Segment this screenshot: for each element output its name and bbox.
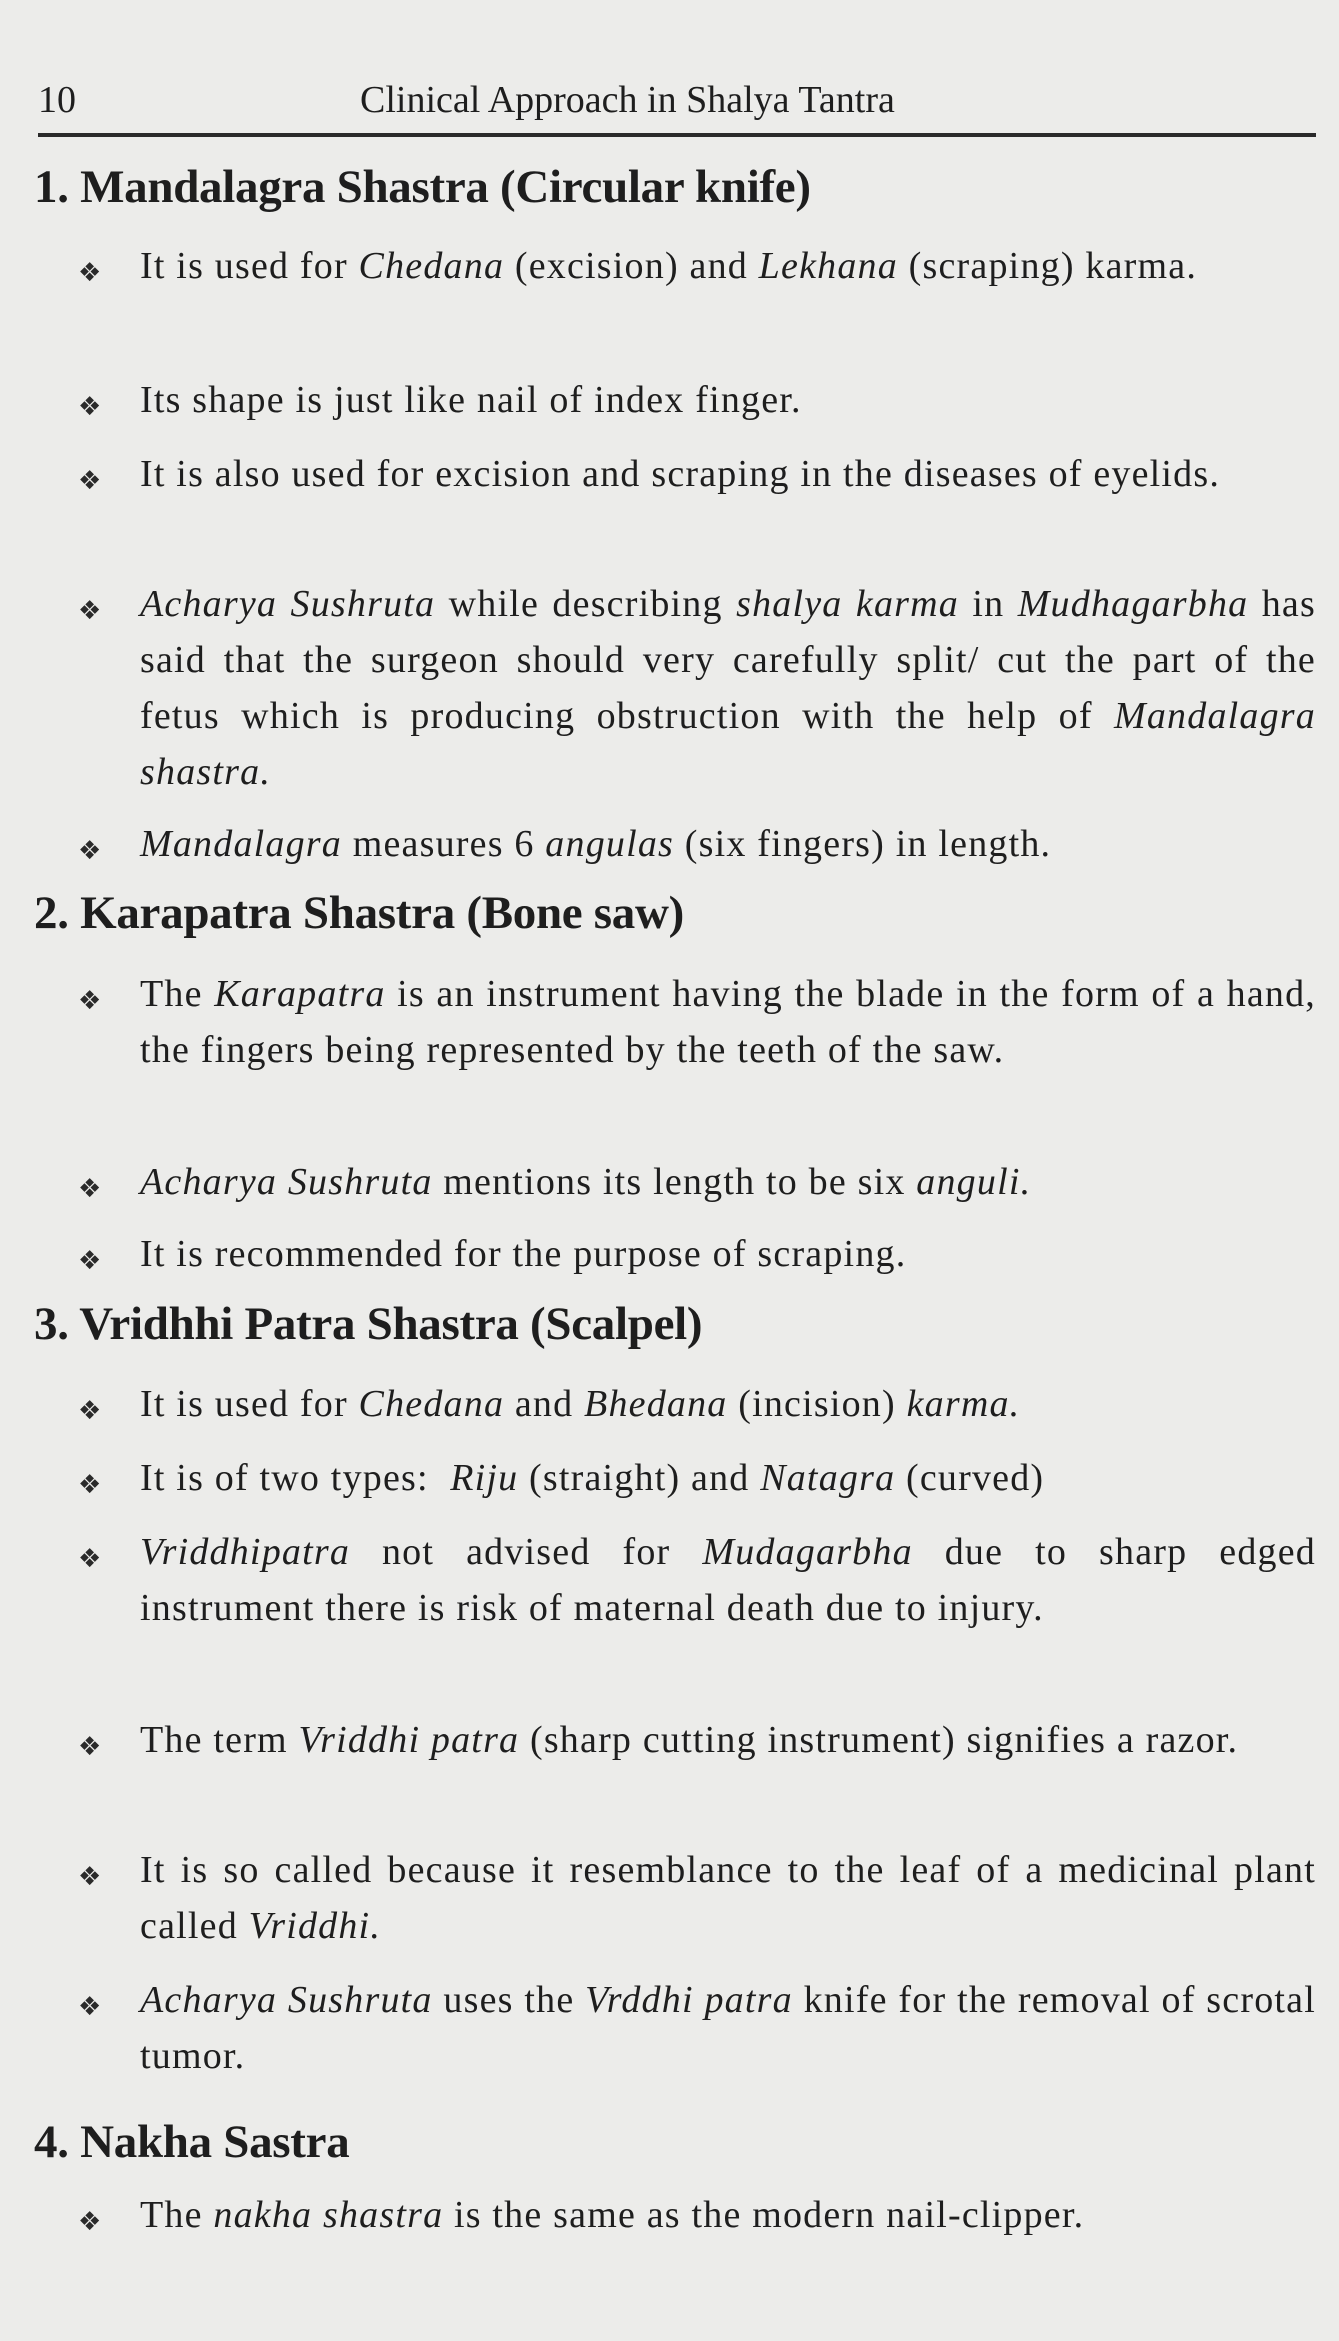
text-run: (incision): [727, 1383, 907, 1425]
running-title: Clinical Approach in Shalya Tantra: [360, 79, 895, 121]
bullet-text: [140, 1226, 1316, 1282]
diamond-bullet-icon: ❖: [78, 466, 102, 496]
italic-term: Vrddhi patra: [585, 1979, 793, 2021]
diamond-bullet-icon: ❖: [78, 836, 102, 866]
italic-term: Natagra: [760, 1457, 896, 1499]
text-run: (sharp cutting instrument) signifies a razor.: [519, 1719, 1239, 1761]
page-number: 10: [38, 79, 76, 121]
text-run: It is recommended for the purpose of scraping.: [140, 1233, 907, 1275]
text-run: and: [504, 1383, 585, 1425]
text-run: is an instrument having the blade in the form of a hand, the fingers being represented by the teeth of the saw.: [140, 973, 1327, 1071]
italic-term: Mandalagra shastra.: [140, 695, 1316, 793]
section-heading: 3. Vridhhi Patra Shastra (Scalpel): [34, 1298, 703, 1350]
text-run: (six fingers) in length.: [674, 823, 1052, 865]
text-run: (curved): [895, 1457, 1045, 1499]
text-run: in: [958, 583, 1018, 625]
italic-term: Karapatra: [214, 973, 386, 1015]
italic-term: Riju: [450, 1457, 519, 1499]
italic-term: Bhedana: [584, 1383, 728, 1425]
italic-term: Acharya Sushruta: [140, 583, 436, 625]
text-run: measures 6: [342, 823, 546, 865]
section-heading: 4. Nakha Sastra: [34, 2116, 350, 2168]
bullet-text: [140, 1524, 1327, 1636]
italic-term: Acharya Sushruta: [140, 1979, 433, 2021]
diamond-bullet-icon: ❖: [78, 1174, 102, 1204]
italic-term: shalya karma: [736, 583, 959, 625]
diamond-bullet-icon: ❖: [78, 1396, 102, 1426]
text-run: not advised for: [350, 1531, 703, 1573]
text-run: It is used for: [140, 245, 359, 287]
text-run: The: [140, 2194, 214, 2236]
bullet-text: [140, 1154, 1316, 1210]
bullet-text: [140, 1712, 1316, 1768]
diamond-bullet-icon: ❖: [78, 1732, 102, 1762]
italic-term: Mudagarbha: [702, 1531, 913, 1573]
text-run: It is used for: [140, 1383, 359, 1425]
diamond-bullet-icon: ❖: [78, 1544, 102, 1574]
text-run: (excision) and: [504, 245, 759, 287]
bullet-text: [140, 2187, 1316, 2243]
bullet-text: [140, 238, 1316, 294]
section-heading: 2. Karapatra Shastra (Bone saw): [34, 887, 684, 939]
bullet-text: [140, 966, 1327, 1078]
bullet-text: [140, 1376, 1316, 1432]
text-run: Its shape is just like nail of index finger.: [140, 379, 802, 421]
text-run: It is of two types:: [140, 1457, 451, 1499]
italic-term: Mudhagarbha: [1017, 583, 1249, 625]
italic-term: Chedana: [358, 1383, 505, 1425]
diamond-bullet-icon: ❖: [78, 392, 102, 422]
text-run: The: [140, 973, 215, 1015]
bullet-text: [140, 372, 1316, 428]
italic-term: anguli.: [916, 1161, 1032, 1203]
text-run: It is so called because it resemblance to the leaf of a medicinal plant called: [140, 1849, 1327, 1947]
text-run: knife for the removal of scrotal tumor.: [140, 1979, 1327, 2077]
bullet-text: [140, 1842, 1327, 1954]
italic-term: Lekhana: [758, 245, 898, 287]
text-run: (scraping) karma.: [897, 245, 1198, 287]
bullet-text: [140, 816, 1316, 872]
text-run: The term: [140, 1719, 299, 1761]
text-run: (straight) and: [518, 1457, 761, 1499]
italic-term: Vriddhi.: [248, 1905, 382, 1947]
text-run: It is also used for excision and scraping in the diseases of eyelids.: [140, 453, 1221, 495]
italic-term: Mandalagra: [140, 823, 342, 865]
diamond-bullet-icon: ❖: [78, 258, 102, 288]
section-heading: 1. Mandalagra Shastra (Circular knife): [34, 161, 811, 213]
text-run: has said that the surgeon should very carefully split/ cut the part of the fetus which is producing obstruction with the help of: [140, 583, 1327, 737]
text-run: due to sharp edged instrument there is risk of maternal death due to injury.: [140, 1531, 1327, 1629]
bullet-text: [140, 576, 1327, 800]
italic-term: nakha shastra: [213, 2194, 444, 2236]
diamond-bullet-icon: ❖: [78, 2207, 102, 2237]
diamond-bullet-icon: ❖: [78, 1992, 102, 2022]
text-run: mentions its length to be six: [432, 1161, 917, 1203]
italic-term: karma.: [906, 1383, 1021, 1425]
diamond-bullet-icon: ❖: [78, 1862, 102, 1892]
bullet-text: [140, 1972, 1327, 2084]
text-run: while describing: [435, 583, 737, 625]
diamond-bullet-icon: ❖: [78, 986, 102, 1016]
text-run: uses the: [432, 1979, 586, 2021]
bullet-text: [140, 1450, 1316, 1506]
italic-term: Chedana: [358, 245, 505, 287]
diamond-bullet-icon: ❖: [78, 596, 102, 626]
bullet-text: [140, 446, 1316, 502]
italic-term: Vriddhi patra: [298, 1719, 520, 1761]
italic-term: Vriddhipatra: [140, 1531, 351, 1573]
text-run: is the same as the modern nail-clipper.: [443, 2194, 1085, 2236]
diamond-bullet-icon: ❖: [78, 1470, 102, 1500]
diamond-bullet-icon: ❖: [78, 1246, 102, 1276]
italic-term: angulas: [545, 823, 675, 865]
italic-term: Acharya Sushruta: [140, 1161, 433, 1203]
running-head: [38, 68, 1316, 128]
header-rule: [38, 133, 1316, 137]
